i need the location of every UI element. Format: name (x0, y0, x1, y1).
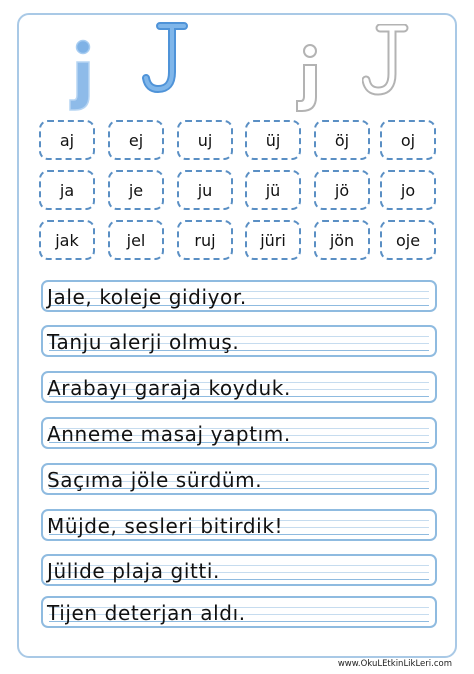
footer-website: www.OkuLEtkinLikLeri.com (337, 659, 452, 669)
syllable-text: je (128, 180, 144, 200)
writing-line (41, 463, 437, 495)
letter-j-lowercase-outline (288, 42, 328, 114)
sentence-text: Saçıma jöle sürdüm. (47, 468, 263, 492)
writing-line (41, 280, 437, 312)
syllable-box (108, 120, 164, 160)
sentence-text: Arabayı garaja koyduk. (47, 376, 291, 400)
syllable-text: ruj (194, 230, 216, 250)
syllable-text: jü (265, 180, 281, 200)
syllable-text: jüri (260, 230, 286, 250)
syllable-box (314, 120, 370, 160)
writing-line (41, 509, 437, 541)
sentence-text: Müjde, sesleri bitirdik! (47, 514, 284, 538)
syllable-box (245, 220, 301, 260)
syllable-text: jön (329, 230, 355, 250)
syllable-box (39, 220, 95, 260)
syllable-box (245, 170, 301, 210)
syllable-text: oje (395, 230, 421, 250)
syllable-box (314, 220, 370, 260)
writing-line (41, 371, 437, 403)
sentence-text: Jale, koleje gidiyor. (47, 285, 247, 309)
syllable-text: ja (59, 180, 75, 200)
writing-line (41, 325, 437, 357)
syllable-box (108, 170, 164, 210)
syllable-text: uj (197, 130, 213, 150)
syllable-box (39, 170, 95, 210)
syllable-box (380, 170, 436, 210)
syllable-text: ju (197, 180, 213, 200)
letter-j-uppercase-blue (142, 22, 190, 94)
syllable-box (245, 120, 301, 160)
sentence-text: Tijen deterjan aldı. (47, 601, 246, 625)
letter-j-lowercase-blue (62, 38, 102, 114)
syllable-box (380, 120, 436, 160)
syllable-box (39, 120, 95, 160)
syllable-text: aj (59, 130, 75, 150)
writing-line (41, 417, 437, 449)
sentence-text: Jülide plaja gitti. (47, 559, 220, 583)
sentence-text: Tanju alerji olmuş. (47, 330, 240, 354)
syllable-box (314, 170, 370, 210)
writing-line (41, 554, 437, 586)
syllable-text: jak (55, 230, 79, 250)
syllable-text: ej (128, 130, 144, 150)
syllable-box (177, 220, 233, 260)
letter-j-uppercase-outline (362, 24, 410, 96)
syllable-text: jö (334, 180, 350, 200)
sentence-text: Anneme masaj yaptım. (47, 422, 291, 446)
syllable-text: öj (334, 130, 350, 150)
syllable-box (177, 170, 233, 210)
syllable-text: üj (265, 130, 281, 150)
syllable-box (380, 220, 436, 260)
writing-line (41, 596, 437, 628)
syllable-text: jo (400, 180, 416, 200)
syllable-text: oj (400, 130, 416, 150)
syllable-box (108, 220, 164, 260)
syllable-box (177, 120, 233, 160)
syllable-text: jel (126, 230, 146, 250)
